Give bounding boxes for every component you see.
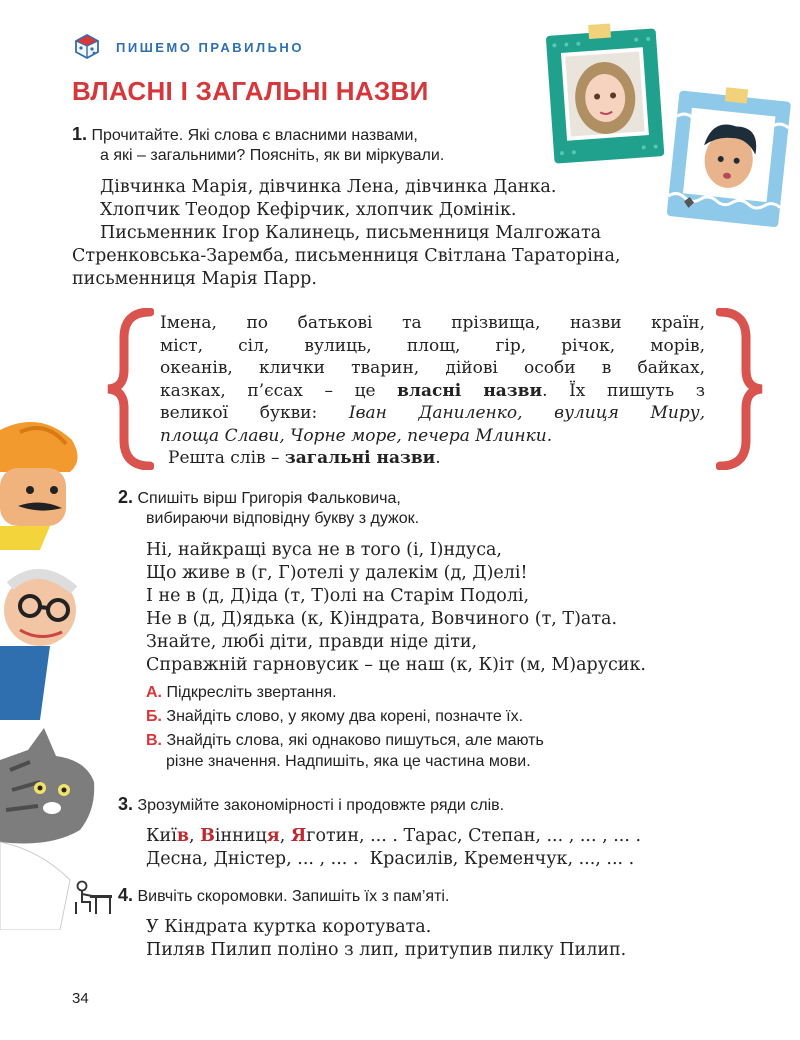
task2-number: 2. [118,487,134,507]
task3-number: 3. [118,794,134,814]
task2-instruction-line2: вибираючи відповідну букву з дужок. [146,510,420,527]
left-brace-icon [104,308,154,470]
task3-instruction: 3. Зрозумійте закономірності і продовжте ряди слів. [118,794,505,814]
verse-line: Справжній гарновусик – це наш (к, К)іт (м, М)арусик. [146,655,646,675]
verse-line: Не в (д, Д)ядька (к, К)індрата, Вовчиного (т, Т)ата. [146,609,618,629]
tongue-twister-line: Пиляв Пилип поліно з лип, притупив пилку Пилип. [146,940,627,960]
page-number: 34 [72,990,89,1007]
rule-line: казках, п’єсах – це власні назви. Їх пишуть з [160,380,705,401]
subtask-v-continued: різне значення. Надпишіть, яка це частина мови. [166,753,531,770]
task1-text-line: письменниця Марія Парр. [72,269,317,289]
section-label: ПИШЕМО ПРАВИЛЬНО [116,40,304,55]
task1-number: 1. [72,124,88,144]
task1-instruction-line2: а які – загальними? Поясніть, як ви міркували. [100,147,445,164]
rule-box [160,312,705,470]
rule-line: Імена, по батькові та прізвища, назви країн, [160,313,705,333]
task1-text-line: Дівчинка Марія, дівчинка Лена, дівчинка Данка. [100,177,557,197]
rule-line: океанів, клички тварин, дійові особи в байках, [160,358,705,378]
dice-icon [74,33,100,59]
task3-row-2: Десна, Дністер, ... , ... . Красилів, Кременчук, ..., ... . [146,849,635,869]
subtask-b: Б. Знайдіть слово, у якому два корені, позначте їх. [146,708,524,725]
task4-instruction: 4. Вивчіть скоромовки. Запишіть їх з пам’яті. [118,885,450,905]
rule-line: Решта слів – загальні назви. [168,448,441,468]
verse-line: Що живе в (г, Г)отелі у далекім (д, Д)елі! [146,563,528,583]
task2-instruction: 2. Спишіть вірш Григорія Фальковича, [118,487,401,507]
rule-line: міст, сіл, вулиць, площ, гір, річок, морів, [160,335,705,356]
rule-line: великої букви: Іван Даниленко, вулиця Миру, [160,403,706,423]
task1-text-line: Хлопчик Теодор Кефірчик, хлопчик Домінік. [100,200,517,220]
subtask-a: А. Підкресліть звертання. [146,684,337,701]
boy-photo-illustration [665,82,795,232]
cartoon-characters-illustration [0,410,100,930]
task1-instruction: 1. Прочитайте. Які слова є власними назвами, [72,124,418,144]
verse-line: Знайте, любі діти, правди ніде діти, [146,632,478,652]
rule-line: площа Слави, Чорне море, печера Млинки. [160,425,553,446]
verse-line: І не в (д, Д)іда (т, Т)олі на Старім Подолі, [146,586,530,606]
page-title: ВЛАСНІ І ЗАГАЛЬНІ НАЗВИ [72,76,429,106]
subtask-v: В. Знайдіть слова, які однаково пишуться, але мають [146,732,544,749]
verse-line: Ні, найкращі вуса не в того (і, І)ндуса, [146,540,502,560]
task4-number: 4. [118,885,134,905]
right-brace-icon [716,308,766,470]
task1-text-line: Стренковська-Заремба, письменниця Світлана Тараторіна, [72,246,621,266]
tongue-twister-line: У Кіндрата куртка коротувата. [146,917,432,937]
task3-row-1: Київ, Вінниця, Яготин, ... . Тарас, Степан, ... , ... , ... . [146,826,642,846]
task1-text-line: Письменник Ігор Калинець, письменниця Малгожата [100,223,602,243]
girl-photo-illustration [540,20,670,170]
